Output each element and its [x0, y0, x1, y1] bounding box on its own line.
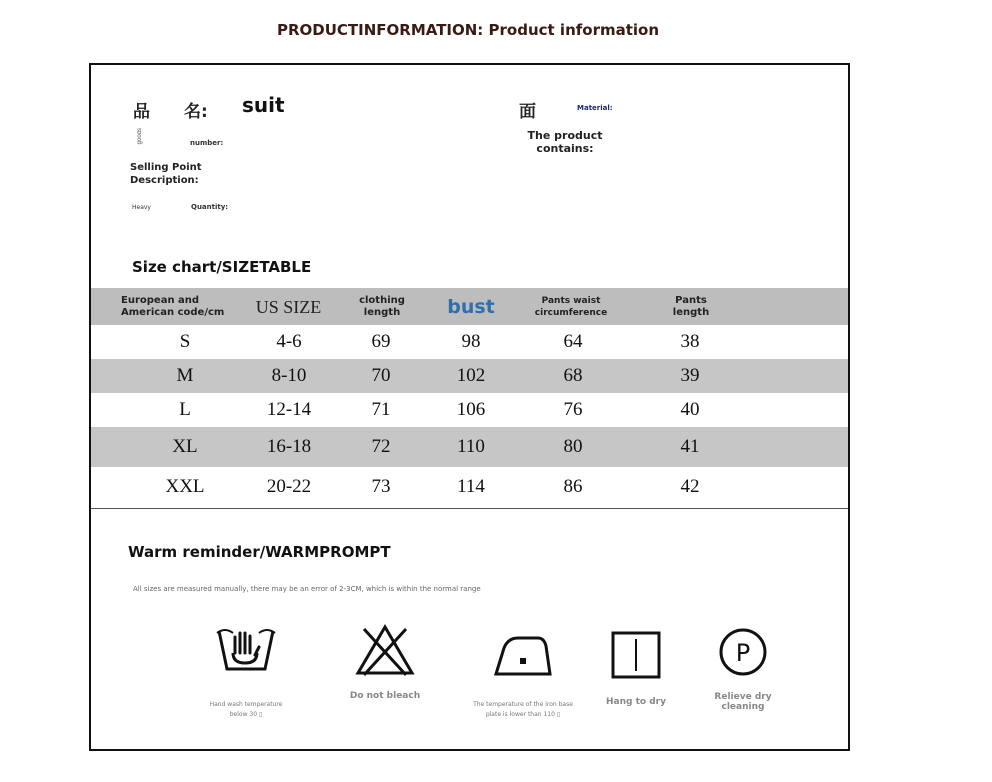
product-name-value: suit: [242, 93, 285, 117]
dry-clean-icon: [717, 627, 769, 677]
number-label: number:: [190, 139, 224, 147]
cell-bust: 98: [461, 331, 481, 352]
header-bust: bust: [447, 295, 495, 318]
cell-bust: 110: [457, 436, 485, 457]
no-bleach-icon: [354, 623, 416, 677]
dry-clean-label: Relieve dry cleaning: [714, 692, 772, 712]
cell-clothing-length: 73: [371, 476, 391, 497]
cell-pants-length: 40: [680, 399, 700, 420]
cell-eu: XL: [172, 436, 198, 457]
cell-pants-waist: 68: [563, 365, 583, 386]
header-us-size: US SIZE: [255, 296, 322, 317]
cell-bust: 106: [456, 399, 486, 420]
quantity-label: Quantity:: [191, 203, 229, 211]
hang-dry-label: Hang to dry: [606, 697, 666, 707]
cell-pants-waist: 76: [563, 399, 583, 420]
header-pants-length: Pants length: [672, 294, 710, 318]
care-no-bleach: [340, 623, 430, 701]
cell-eu: M: [176, 365, 194, 386]
iron-icon: [492, 630, 554, 680]
heavy-label: Heavy: [132, 204, 151, 211]
cell-clothing-length: 70: [371, 365, 391, 386]
hand-wash-icon: [215, 623, 277, 677]
cell-pants-length: 42: [680, 476, 700, 497]
product-name-label: 品 名:: [133, 102, 208, 122]
cell-eu: XXL: [165, 476, 205, 497]
measurement-note: All sizes are measured manually, there may be an error of 2-3CM, which is within the normal range: [133, 585, 481, 593]
goods-label: goods: [137, 128, 143, 145]
selling-point-label: Selling Point Description:: [130, 162, 202, 186]
cell-eu: S: [179, 331, 191, 352]
table-row: [91, 325, 848, 359]
header-eu-code: European and American code/cm: [121, 294, 225, 318]
cell-pants-waist: 86: [563, 476, 583, 497]
cell-eu: L: [179, 399, 191, 420]
cell-clothing-length: 72: [371, 436, 391, 457]
care-dry-clean: [698, 627, 788, 712]
hang-dry-icon: [611, 631, 661, 679]
care-hang-dry: [591, 631, 681, 707]
cell-us: 8-10: [271, 365, 307, 386]
cell-pants-waist: 64: [563, 331, 583, 352]
page-title: PRODUCTINFORMATION: Product information: [276, 21, 660, 39]
cell-clothing-length: 69: [371, 331, 391, 352]
reminder-heading: Warm reminder/WARMPROMPT: [128, 543, 391, 561]
header-pants-waist: Pants waist circumference: [534, 295, 608, 318]
hand-wash-label: Hand wash temperature below 30 ▯: [209, 701, 283, 718]
cell-pants-length: 39: [680, 365, 700, 386]
care-iron: [468, 630, 578, 720]
cell-pants-waist: 80: [563, 436, 583, 457]
fabric-label: 面: [519, 102, 536, 122]
cell-bust: 102: [456, 365, 486, 386]
iron-label: The temperature of the iron base plate is lower than 110 ▯: [473, 701, 573, 718]
care-hand-wash: [201, 623, 291, 720]
contains-label: The product contains:: [527, 129, 603, 155]
cell-pants-length: 41: [680, 436, 700, 457]
table-row: [91, 427, 848, 467]
svg-text:P: P: [735, 639, 751, 667]
cell-us: 20-22: [266, 476, 312, 497]
size-chart-heading: Size chart/SIZETABLE: [132, 258, 312, 276]
product-info-card: [89, 63, 850, 751]
cell-us: 12-14: [266, 399, 312, 420]
material-label: Material:: [577, 104, 613, 112]
cell-bust: 114: [457, 476, 485, 497]
size-table-header: [91, 288, 848, 325]
table-row: [91, 393, 848, 427]
cell-pants-length: 38: [680, 331, 700, 352]
section-divider: [91, 508, 848, 509]
table-row: [91, 359, 848, 393]
no-bleach-label: Do not bleach: [349, 691, 421, 701]
header-clothing-length: clothing length: [359, 294, 405, 318]
cell-us: 4-6: [276, 331, 302, 352]
table-row: [91, 467, 848, 507]
cell-us: 16-18: [266, 436, 312, 457]
cell-clothing-length: 71: [371, 399, 391, 420]
